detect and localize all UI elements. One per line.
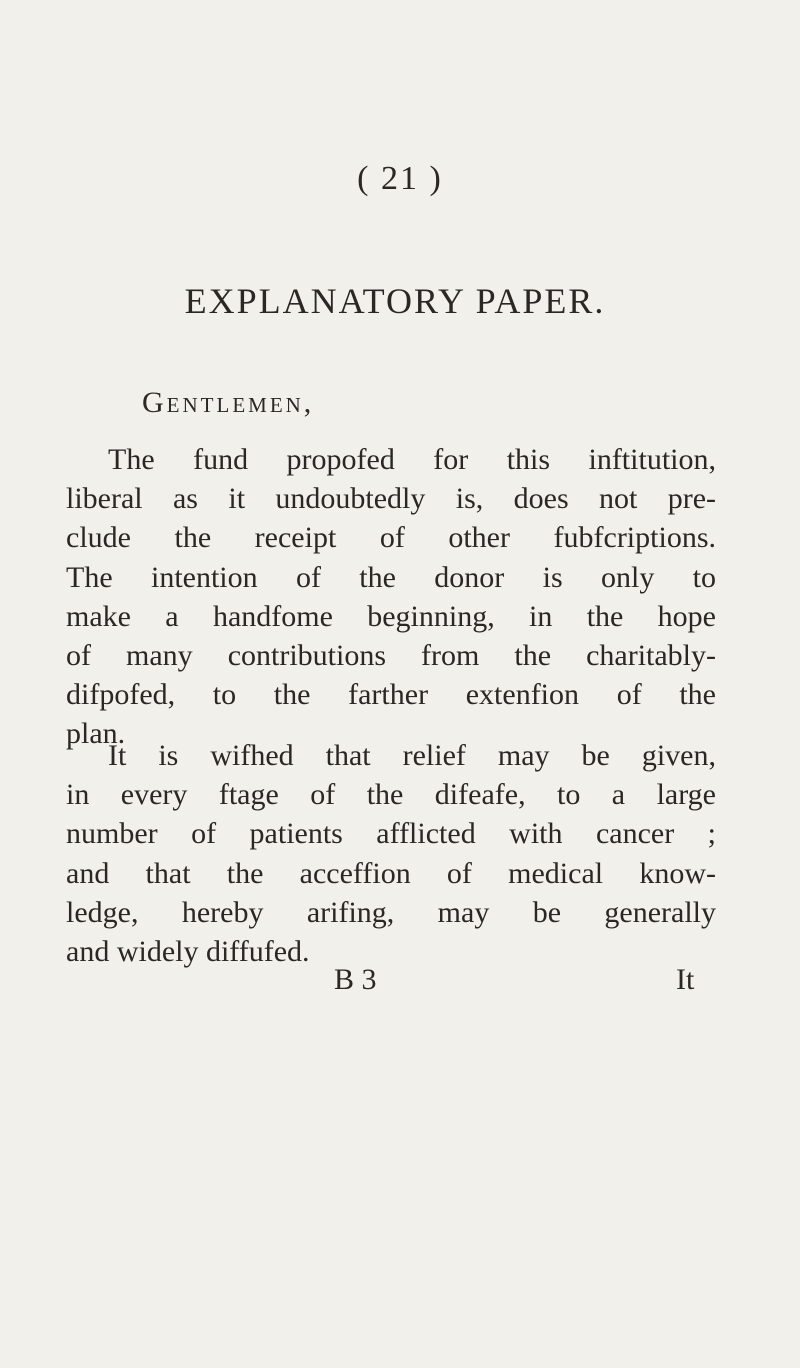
signature-mark: B 3 (334, 963, 377, 996)
text-line: liberal as it undoubtedly is, does not pre- (66, 482, 716, 516)
text-line: difpofed, to the farther extenfion of the (66, 678, 716, 712)
paragraph-1 (66, 440, 716, 754)
text-line: The fund propofed for this inftitution, (108, 443, 716, 476)
text-line: make a handfome beginning, in the hope (66, 599, 716, 633)
text-line: of many contributions from the charitably- (66, 639, 716, 673)
page-number: ( 21 ) (357, 160, 443, 197)
text-line: The intention of the donor is only to (66, 560, 716, 594)
text-line: ledge, hereby arifing, may be generally (66, 895, 716, 929)
text-line: in every ftage of the difeafe, to a large (66, 778, 716, 812)
text-line: It is wifhed that relief may be given, (108, 739, 716, 772)
text-line: and that the acceffion of medical know- (66, 856, 716, 890)
text-line: and widely diffufed. (66, 935, 310, 969)
text-line: plan. (66, 717, 126, 751)
text-line: number of patients afflicted with cancer ; (66, 817, 716, 851)
paragraph-2 (66, 736, 716, 971)
page-heading: EXPLANATORY PAPER. (184, 281, 606, 321)
text-line: clude the receipt of other fubfcriptions. (66, 521, 716, 555)
salutation: Gentlemen, (142, 386, 315, 419)
catchword: It (676, 963, 695, 996)
